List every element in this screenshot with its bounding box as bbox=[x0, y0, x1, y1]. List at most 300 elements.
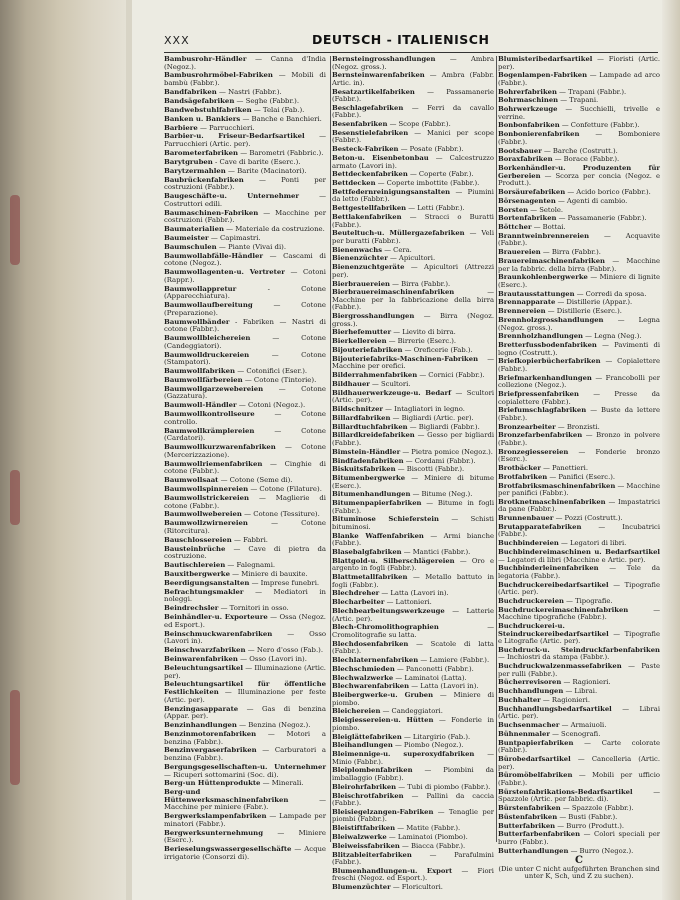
entry-translation: — Pietra pomice (Negoz.). bbox=[402, 447, 493, 456]
entry-translation: — Bitume in fogli (Fabbr.). bbox=[332, 499, 494, 515]
entry-term: Barometerfabriken bbox=[164, 148, 239, 157]
entry-translation: — Cordami (Fabbr.). bbox=[405, 456, 476, 465]
entry-term: Beinschmuckwarenfabriken bbox=[164, 629, 273, 638]
dictionary-entry bbox=[164, 368, 326, 376]
entry-translation: — Acque irrigatorie (Consorzi di). bbox=[164, 845, 326, 861]
entry-translation: — Cotoni (Negoz.). bbox=[238, 401, 306, 410]
dictionary-entry bbox=[498, 823, 660, 831]
entry-term: Butterfarbenfabriken bbox=[498, 830, 581, 839]
entry-translation: — Nero d'osso (Fab.). bbox=[247, 646, 324, 655]
dictionary-entry bbox=[332, 415, 494, 423]
entry-translation: — Ragionieri. bbox=[542, 696, 590, 705]
dictionary-entry bbox=[498, 607, 660, 622]
entry-translation: — Osso (Lavori in). bbox=[240, 655, 307, 664]
entry-translation: — Posate (Fabbr.). bbox=[400, 145, 464, 154]
dictionary-entry bbox=[498, 358, 660, 373]
entry-term: Bandwebstuhlfabriken bbox=[164, 105, 252, 114]
entry-translation: — Macchine per orefici. bbox=[332, 354, 494, 371]
dictionary-entry bbox=[498, 258, 660, 273]
entry-translation: — Copialettere (Fabbr.). bbox=[498, 357, 660, 373]
entry-translation: — Fonderie in piombo. bbox=[332, 716, 494, 732]
entry-term: Baumwollfärbereien bbox=[164, 375, 243, 384]
entry-term: Böttcher bbox=[498, 223, 532, 232]
entry-term: Bleischrotfabriken bbox=[332, 791, 404, 800]
entry-term: Blechdreher bbox=[332, 589, 380, 598]
entry-term: Baumwollgarzewebereien bbox=[164, 384, 264, 393]
entry-term: Baumwollspinnereien bbox=[164, 485, 249, 494]
entry-translation: — Laminatoi (Piombo). bbox=[388, 832, 468, 841]
entry-translation: — Tornitori in osso. bbox=[220, 604, 289, 613]
dictionary-entry bbox=[332, 105, 494, 120]
entry-term: Bandsägefabriken bbox=[164, 96, 235, 105]
entry-term: Buchdruckereimaschinenfabriken bbox=[498, 605, 629, 614]
entry-term: Beleuchtungsartikel für öffentliche Festlichkeiten bbox=[164, 680, 326, 697]
dictionary-entry bbox=[332, 466, 494, 474]
entry-translation: — Tenaglie per piombi (Fabbr.). bbox=[332, 807, 494, 824]
entry-term: Banken u. Bankiers bbox=[164, 114, 241, 123]
entry-term: Biskuitsfabriken bbox=[332, 465, 396, 474]
entry-term: Bonbonfabriken bbox=[498, 121, 560, 130]
entry-term: Bitumenhandlungen bbox=[332, 490, 411, 499]
entry-term: Blechlaternenfabriken bbox=[332, 655, 419, 664]
entry-translation: — Macchine per costruzioni (Fabbr.). bbox=[164, 208, 326, 225]
entry-term: Briefpressenfabriken bbox=[498, 390, 579, 399]
entry-term: Bleiglättefabriken bbox=[332, 732, 402, 741]
entry-translation: — Bottai. bbox=[533, 223, 566, 232]
section-note: (Die unter C nicht aufgeführten Branchen sind unter K, Sch, und Z zu suchen). bbox=[498, 864, 660, 881]
dictionary-entry bbox=[498, 697, 660, 705]
entry-translation: — Distillerie (Appar.). bbox=[557, 298, 633, 307]
entry-term: Bleimennige-u. superoxydfabriken bbox=[332, 750, 475, 759]
entry-term: Blechwarenfabriken bbox=[332, 682, 410, 691]
dictionary-entry bbox=[498, 499, 660, 514]
entry-translation: — Pallini da caccia (Fabbr.). bbox=[332, 791, 494, 808]
entry-term: Bogenlampen-Fabriken bbox=[498, 71, 588, 80]
entry-translation: — Confetture (Fabbr.). bbox=[561, 121, 640, 130]
dictionary-entry bbox=[332, 171, 494, 179]
entry-term: Bierbrauereien bbox=[332, 279, 390, 288]
dictionary-entry bbox=[498, 432, 660, 447]
entry-term: Besteck-Fabriken bbox=[332, 145, 399, 154]
dictionary-entry bbox=[332, 390, 494, 405]
entry-term: Briefmarkenhandlungen bbox=[498, 373, 592, 382]
dictionary-entry bbox=[332, 155, 494, 170]
dictionary-entry bbox=[332, 843, 494, 851]
entry-term: Büstenfabriken bbox=[498, 812, 558, 821]
dictionary-entry bbox=[164, 150, 326, 158]
entry-translation: — Macchine per miniere (Fabr.). bbox=[164, 795, 326, 812]
entry-translation: — Oreficerie (Fab.). bbox=[404, 346, 473, 355]
entry-term: Biergrosshandlungen bbox=[332, 312, 415, 321]
dictionary-entry bbox=[498, 772, 660, 787]
dictionary-entry bbox=[498, 122, 660, 130]
entry-translation: — Lamiere (Fabbr.). bbox=[420, 655, 490, 664]
entry-translation: — Birra (Fabbr.). bbox=[392, 279, 451, 288]
entry-translation: — Lampade per minatori (Fabbr.). bbox=[164, 812, 326, 828]
entry-translation: — Legna (Neg.). bbox=[585, 332, 642, 341]
entry-term: Blumenhandlungen-u. Export bbox=[332, 866, 453, 875]
dictionary-entry bbox=[498, 207, 660, 215]
entry-translation: — Scatole di latta (Fabbr.). bbox=[332, 639, 494, 656]
entry-translation: — Oro e argento in fogli (Fabbr.). bbox=[332, 556, 494, 573]
dictionary-entry bbox=[164, 722, 326, 730]
entry-translation: — Trapani (Fabbr.). bbox=[559, 87, 627, 96]
dictionary-entry bbox=[498, 582, 660, 597]
entry-term: Briefkopierbücherfabriken bbox=[498, 357, 601, 366]
dictionary-entry bbox=[164, 411, 326, 426]
entry-term: Bleistiftfabriken bbox=[332, 824, 396, 833]
entry-term: Baumwollagenten-u. Vertreter bbox=[164, 268, 285, 277]
dictionary-entry bbox=[164, 656, 326, 664]
entry-term: Berg-und Hüttenwerksmaschinenfabriken bbox=[164, 788, 289, 804]
entry-translation: — Mobili per ufficio (Fabbr.). bbox=[498, 771, 660, 787]
thumb-tab-mark bbox=[10, 470, 20, 525]
entry-translation: — Miniere di bauxite. bbox=[232, 570, 308, 579]
entry-translation: — Costruttori edili. bbox=[164, 192, 326, 208]
dictionary-entry bbox=[498, 308, 660, 316]
dictionary-entry bbox=[332, 717, 494, 732]
dictionary-entry bbox=[498, 72, 660, 87]
dictionary-entry bbox=[332, 230, 494, 245]
dictionary-entry bbox=[498, 789, 660, 804]
entry-term: Bettgestellfabriken bbox=[332, 204, 407, 213]
entry-translation: — Cancelleria (Artic. per). bbox=[498, 755, 660, 771]
entry-term: Baumwollaufbereitung bbox=[164, 301, 253, 310]
entry-term: Bildhauer bbox=[332, 379, 370, 388]
entry-term: Baumwollkontrollseure bbox=[164, 410, 255, 419]
entry-translation: — Macchine per la fabbricazione della birra (Fabbr.). bbox=[332, 288, 494, 312]
dictionary-entry bbox=[498, 663, 660, 678]
dictionary-entry bbox=[164, 647, 326, 655]
entry-translation: — Cotone (Ritorcitura). bbox=[164, 519, 326, 535]
dictionary-entry bbox=[164, 780, 326, 788]
entry-term: Bernsteinwarenfabriken bbox=[332, 71, 425, 80]
entry-translation: — Acido borico (Fabbr.). bbox=[567, 187, 651, 196]
entry-term: Baugeschäfte-u. Unternehmer bbox=[164, 192, 300, 201]
entry-translation: — Mediatori in noleggi. bbox=[164, 587, 326, 604]
entry-term: Baumwollkrämplereien bbox=[164, 426, 255, 435]
entry-translation: — Telai (Fab.). bbox=[253, 105, 305, 114]
entry-translation: — Cornici (Fabbr.). bbox=[419, 371, 485, 380]
entry-translation: — Falegnami. bbox=[227, 561, 276, 570]
dictionary-entry bbox=[164, 428, 326, 443]
entry-term: Bleirohrfabriken bbox=[332, 782, 397, 791]
entry-term: Bildhauerwerkzeuge-u. Bedarf bbox=[332, 388, 452, 397]
dictionary-entry bbox=[498, 106, 660, 121]
entry-term: Baumwollabfälle-Händler bbox=[164, 251, 263, 260]
entry-translation: — Veli per buratti (Fabbr.). bbox=[332, 229, 494, 245]
column-divider bbox=[330, 56, 331, 842]
entry-term: Bohrmaschinen bbox=[498, 96, 559, 105]
dictionary-entry bbox=[332, 432, 494, 447]
entry-translation: — Cotone (Mercerizzazione). bbox=[164, 443, 326, 459]
entry-translation: — Carburatori a benzina (Fabbr.). bbox=[164, 746, 326, 763]
entry-term: Buchhandlungsbedarfsartikel bbox=[498, 704, 612, 713]
dictionary-entry bbox=[498, 731, 660, 739]
entry-term: Bettfedernreinigungsanstalten bbox=[332, 187, 451, 196]
entry-translation: — Bitume (Neg.). bbox=[412, 490, 473, 499]
dictionary-entry bbox=[332, 549, 494, 557]
entry-term: Bergwerksunternehmung bbox=[164, 828, 264, 837]
entry-translation: — Biacca (Fabbr.). bbox=[402, 841, 466, 850]
entry-translation: — Cotone (Cardatori). bbox=[164, 426, 326, 443]
section-letter: C bbox=[575, 855, 583, 867]
dictionary-entry bbox=[164, 764, 326, 779]
dictionary-entry bbox=[332, 381, 494, 389]
dictionary-entry bbox=[332, 458, 494, 466]
dictionary-entry bbox=[164, 681, 326, 704]
dictionary-entry bbox=[332, 205, 494, 213]
dictionary-entry bbox=[332, 834, 494, 842]
entry-translation: — Apicultori. bbox=[389, 254, 436, 263]
entry-term: Barbier-u. Friseur-Bedarfsartikel bbox=[164, 132, 305, 141]
entry-translation: - Fabriken — Nastri di cotone (Fabbr.). bbox=[164, 317, 326, 334]
entry-translation: — Banche e Banchieri. bbox=[242, 114, 322, 123]
entry-translation: — Cave di pietra da costruzione. bbox=[164, 544, 326, 561]
entry-term: Blumenzüchter bbox=[332, 883, 391, 892]
dictionary-entry bbox=[498, 805, 660, 813]
entry-translation: — Calcestruzzo armato (Lavori in). bbox=[332, 154, 494, 170]
entry-translation: — Paste per rulli (Fabbr.). bbox=[498, 662, 660, 678]
dictionary-entry bbox=[332, 683, 494, 691]
entry-translation: — Coperte imbottite (Fabbr.). bbox=[377, 179, 480, 188]
dictionary-entry bbox=[332, 599, 494, 607]
dictionary-entry bbox=[332, 289, 494, 312]
entry-translation: — Seghe (Fabbr.). bbox=[236, 96, 300, 105]
thumb-tab-mark bbox=[10, 690, 20, 785]
dictionary-entry bbox=[164, 193, 326, 208]
dictionary-entry bbox=[498, 740, 660, 755]
dictionary-entry bbox=[332, 72, 494, 87]
entry-translation: — Capimastri. bbox=[210, 233, 261, 242]
entry-term: Bienenwachs bbox=[332, 245, 383, 254]
entry-translation: — Tipografie e Litografie (Artic. per). bbox=[498, 629, 660, 646]
entry-translation: — Ambra (Fabbr. Artic. in). bbox=[332, 71, 494, 87]
entry-term: Bienenzuchtgeräte bbox=[332, 263, 405, 272]
dictionary-entry bbox=[498, 375, 660, 390]
entry-translation: — Armaiuoli. bbox=[561, 721, 607, 730]
dictionary-entry bbox=[332, 449, 494, 457]
entry-term: Buchdruckerei-u. Steindruckereibedarfsartikel bbox=[498, 622, 609, 638]
dictionary-entry bbox=[498, 131, 660, 146]
dictionary-entry bbox=[332, 708, 494, 716]
entry-term: Börsenagenten bbox=[498, 196, 556, 205]
entry-translation: — Canna d'India (Negoz.). bbox=[164, 55, 326, 71]
entry-translation: — Scultori (Artic. per). bbox=[332, 388, 495, 405]
dictionary-entry bbox=[498, 722, 660, 730]
entry-translation: — Cotone (Preparazione). bbox=[164, 301, 326, 317]
dictionary-entry bbox=[498, 831, 660, 846]
page-number: XXX bbox=[164, 34, 190, 47]
entry-translation: — Scope (Fabbr.). bbox=[389, 120, 451, 129]
entry-term: Bürstenfabrikations-Bedarfsartikel bbox=[498, 787, 633, 796]
dictionary-entry bbox=[164, 580, 326, 588]
dictionary-entry bbox=[332, 516, 494, 531]
entry-translation: — Busti (Fabbr.). bbox=[559, 812, 618, 821]
dictionary-entry bbox=[332, 121, 494, 129]
entry-term: Baumwollzwirnereien bbox=[164, 519, 248, 528]
entry-translation: — Setole. bbox=[530, 205, 564, 214]
entry-term: Blech-Chromolithographien bbox=[332, 623, 439, 632]
dictionary-entry bbox=[332, 264, 494, 279]
entry-term: Benzingasapparate bbox=[164, 704, 239, 713]
entry-translation: — Tipografie (Artic. per). bbox=[498, 580, 660, 597]
entry-term: Baumwollwebereien bbox=[164, 510, 242, 519]
entry-term: Beinhändler-u. Exporteure bbox=[164, 613, 268, 622]
dictionary-entry bbox=[498, 706, 660, 721]
dictionary-entry bbox=[164, 631, 326, 646]
entry-translation: — Colori speciali per burro (Fabbr.). bbox=[498, 830, 661, 846]
entry-translation: — Fioristi (Artic. per). bbox=[498, 55, 660, 71]
entry-term: Boraxfabriken bbox=[498, 155, 553, 164]
entry-translation: — Burro (Produtt.). bbox=[557, 821, 625, 830]
entry-term: Buchhandlungen bbox=[498, 687, 564, 696]
entry-translation: — Macchine tipografiche (Fabbr.). bbox=[498, 605, 660, 622]
entry-term: Baumwollfabriken bbox=[164, 367, 236, 376]
entry-term: Baumeister bbox=[164, 233, 209, 242]
dictionary-entry bbox=[164, 386, 326, 401]
entry-term: Buchbindereien bbox=[498, 539, 559, 548]
entry-translation: — Bomboniere (Fabbr.). bbox=[498, 130, 660, 146]
dictionary-entry bbox=[498, 524, 660, 539]
dictionary-entry bbox=[498, 647, 660, 662]
dictionary-entry bbox=[332, 56, 494, 71]
entry-translation: — Miniere di lignite (Eserc.). bbox=[498, 273, 660, 289]
entry-translation: — Illuminazione (Artic. per). bbox=[164, 664, 326, 680]
dictionary-entry bbox=[332, 574, 494, 589]
entry-term: Bühnenmaler bbox=[498, 729, 550, 738]
dictionary-entry bbox=[164, 133, 326, 148]
dictionary-entry bbox=[332, 329, 494, 337]
entry-term: Baumwollbleichereien bbox=[164, 334, 251, 343]
entry-translation: — Fiori freschi (Negoz. ed Esport.). bbox=[332, 866, 494, 883]
entry-translation: — Librai (Artic. per). bbox=[498, 704, 660, 721]
entry-translation: — Carte colorate (Fabbr.). bbox=[498, 738, 660, 755]
dictionary-entry bbox=[164, 116, 326, 124]
entry-translation: — Tipografie. bbox=[566, 596, 613, 605]
dictionary-entry bbox=[164, 731, 326, 746]
dictionary-entry bbox=[498, 623, 660, 646]
dictionary-entry bbox=[498, 333, 660, 341]
dictionary-entry bbox=[164, 846, 326, 861]
entry-translation: — Spazzole (Artic. per fabbric. di). bbox=[498, 787, 660, 804]
dictionary-entry bbox=[332, 338, 494, 346]
entry-term: Brauereien bbox=[498, 248, 541, 257]
entry-translation: — Tele da legatoria (Fabbr.). bbox=[498, 564, 660, 580]
entry-translation: — Miniere (Eserc.). bbox=[164, 828, 326, 845]
dictionary-entry bbox=[164, 56, 326, 71]
entry-term: Blanke Waffenfabriken bbox=[332, 531, 424, 540]
entry-translation: — Bigliardi (Fabbr.). bbox=[409, 422, 480, 431]
entries-column-2 bbox=[332, 56, 494, 893]
dictionary-entry bbox=[164, 665, 326, 680]
entry-term: Bergwerkslampenfabriken bbox=[164, 812, 267, 821]
entry-translation: — Matite (Fabbr.). bbox=[397, 824, 461, 833]
dictionary-entry bbox=[164, 253, 326, 268]
entry-translation: — Cotone (Stampatori). bbox=[164, 350, 326, 367]
entry-term: Bürstenfabriken bbox=[498, 803, 561, 812]
dictionary-entry bbox=[164, 495, 326, 510]
dictionary-entry bbox=[498, 165, 660, 188]
entry-translation: — Cromolitografie su latta. bbox=[332, 623, 494, 639]
entry-translation: — Legatori di libri. bbox=[561, 539, 627, 548]
entry-translation: — Cotonifici (Eser.). bbox=[237, 367, 308, 376]
dictionary-entry bbox=[332, 214, 494, 229]
entry-term: Berg-un Hüttenprodukte bbox=[164, 779, 261, 788]
entry-term: Braunkohlenbergwerke bbox=[498, 273, 588, 282]
entry-term: Barbiere bbox=[164, 123, 198, 132]
entry-term: Borsten bbox=[498, 205, 529, 214]
dictionary-entry bbox=[332, 475, 494, 490]
entry-term: Blumisteribedarfsartikel bbox=[498, 55, 593, 63]
entry-term: Baumwollappretur bbox=[164, 284, 237, 293]
entry-term: Briefumschlagfabriken bbox=[498, 406, 587, 415]
entry-term: Bretterfussbodenfabriken bbox=[498, 341, 597, 350]
entry-term: Brennholzgrosshandlungen bbox=[498, 316, 604, 325]
dictionary-entry bbox=[332, 189, 494, 204]
entry-translation: — Cotone (Tessiture). bbox=[244, 510, 320, 519]
dictionary-entry bbox=[498, 148, 660, 156]
entry-term: Bleisiegelzangen-Fabriken bbox=[332, 807, 434, 816]
entry-translation: — Pozzi (Costrutt.). bbox=[555, 514, 623, 523]
entry-term: Blasebalgfabriken bbox=[332, 548, 402, 557]
entry-term: Butterhandlungen bbox=[498, 846, 569, 855]
entry-translation: — Gas di benzina (Appar. per). bbox=[164, 704, 326, 721]
entry-term: Baumschulen bbox=[164, 242, 217, 251]
dictionary-entry bbox=[498, 598, 660, 606]
entry-term: Blechwalzwerke bbox=[332, 673, 394, 682]
entry-term: Bimstein-Händler bbox=[332, 447, 401, 456]
entry-translation: — Maglierie di cotone (Fabbr.). bbox=[164, 493, 326, 510]
entry-translation: — Letti (Fabbr.). bbox=[408, 204, 465, 213]
entry-translation: — Trapani. bbox=[560, 96, 599, 105]
entry-translation: — Pavimenti di legno (Costrutt.). bbox=[498, 341, 660, 357]
entry-term: Blechdosenfabriken bbox=[332, 639, 409, 648]
entry-term: Beindrechsler bbox=[164, 604, 219, 613]
dictionary-entry bbox=[498, 56, 660, 71]
dictionary-entry bbox=[332, 751, 494, 766]
entry-translation: — Bronzisti. bbox=[557, 422, 600, 431]
entry-term: Brutapparatefabriken bbox=[498, 522, 582, 531]
dictionary-entry bbox=[332, 767, 494, 782]
dictionary-entry bbox=[164, 477, 326, 485]
dictionary-entry bbox=[164, 168, 326, 176]
dictionary-entry bbox=[332, 500, 494, 515]
dictionary-entry bbox=[164, 226, 326, 234]
dictionary-entry bbox=[332, 372, 494, 380]
entry-translation: — Bronzo in polvere (Fabbr.). bbox=[498, 431, 660, 447]
entry-translation: — Barche (Costrutt.). bbox=[543, 146, 618, 155]
dictionary-entry bbox=[164, 177, 326, 192]
dictionary-entry bbox=[332, 868, 494, 883]
entry-translation: — Benzina (Negoz.). bbox=[239, 721, 311, 730]
dictionary-entry bbox=[332, 884, 494, 892]
entry-translation: — Legatori di libri (Macchine e Artic. per). bbox=[498, 555, 646, 564]
entry-term: Bücherrevisoren bbox=[498, 678, 562, 687]
entry-term: Bronzefarbenfabriken bbox=[498, 431, 583, 440]
dictionary-entry bbox=[332, 247, 494, 255]
entry-term: Billardtuchfabriken bbox=[332, 422, 408, 431]
entry-term: Baumwolldruckereien bbox=[164, 350, 250, 359]
entry-term: Bijouteriefabriken bbox=[332, 346, 403, 355]
entry-translation: — Birra (Fabbr.). bbox=[542, 248, 601, 257]
entry-term: Benzinvergaserfabriken bbox=[164, 746, 257, 755]
entry-translation: — Parafulmini (Fabbr.). bbox=[332, 850, 494, 866]
entry-term: Bettlakenfabriken bbox=[332, 213, 402, 222]
entry-term: Beerdigungsanstalten bbox=[164, 578, 250, 587]
entry-translation: — Buste da lettere (Fabbr.). bbox=[498, 406, 661, 422]
entry-translation: — Cotone (Seme di). bbox=[220, 476, 293, 485]
